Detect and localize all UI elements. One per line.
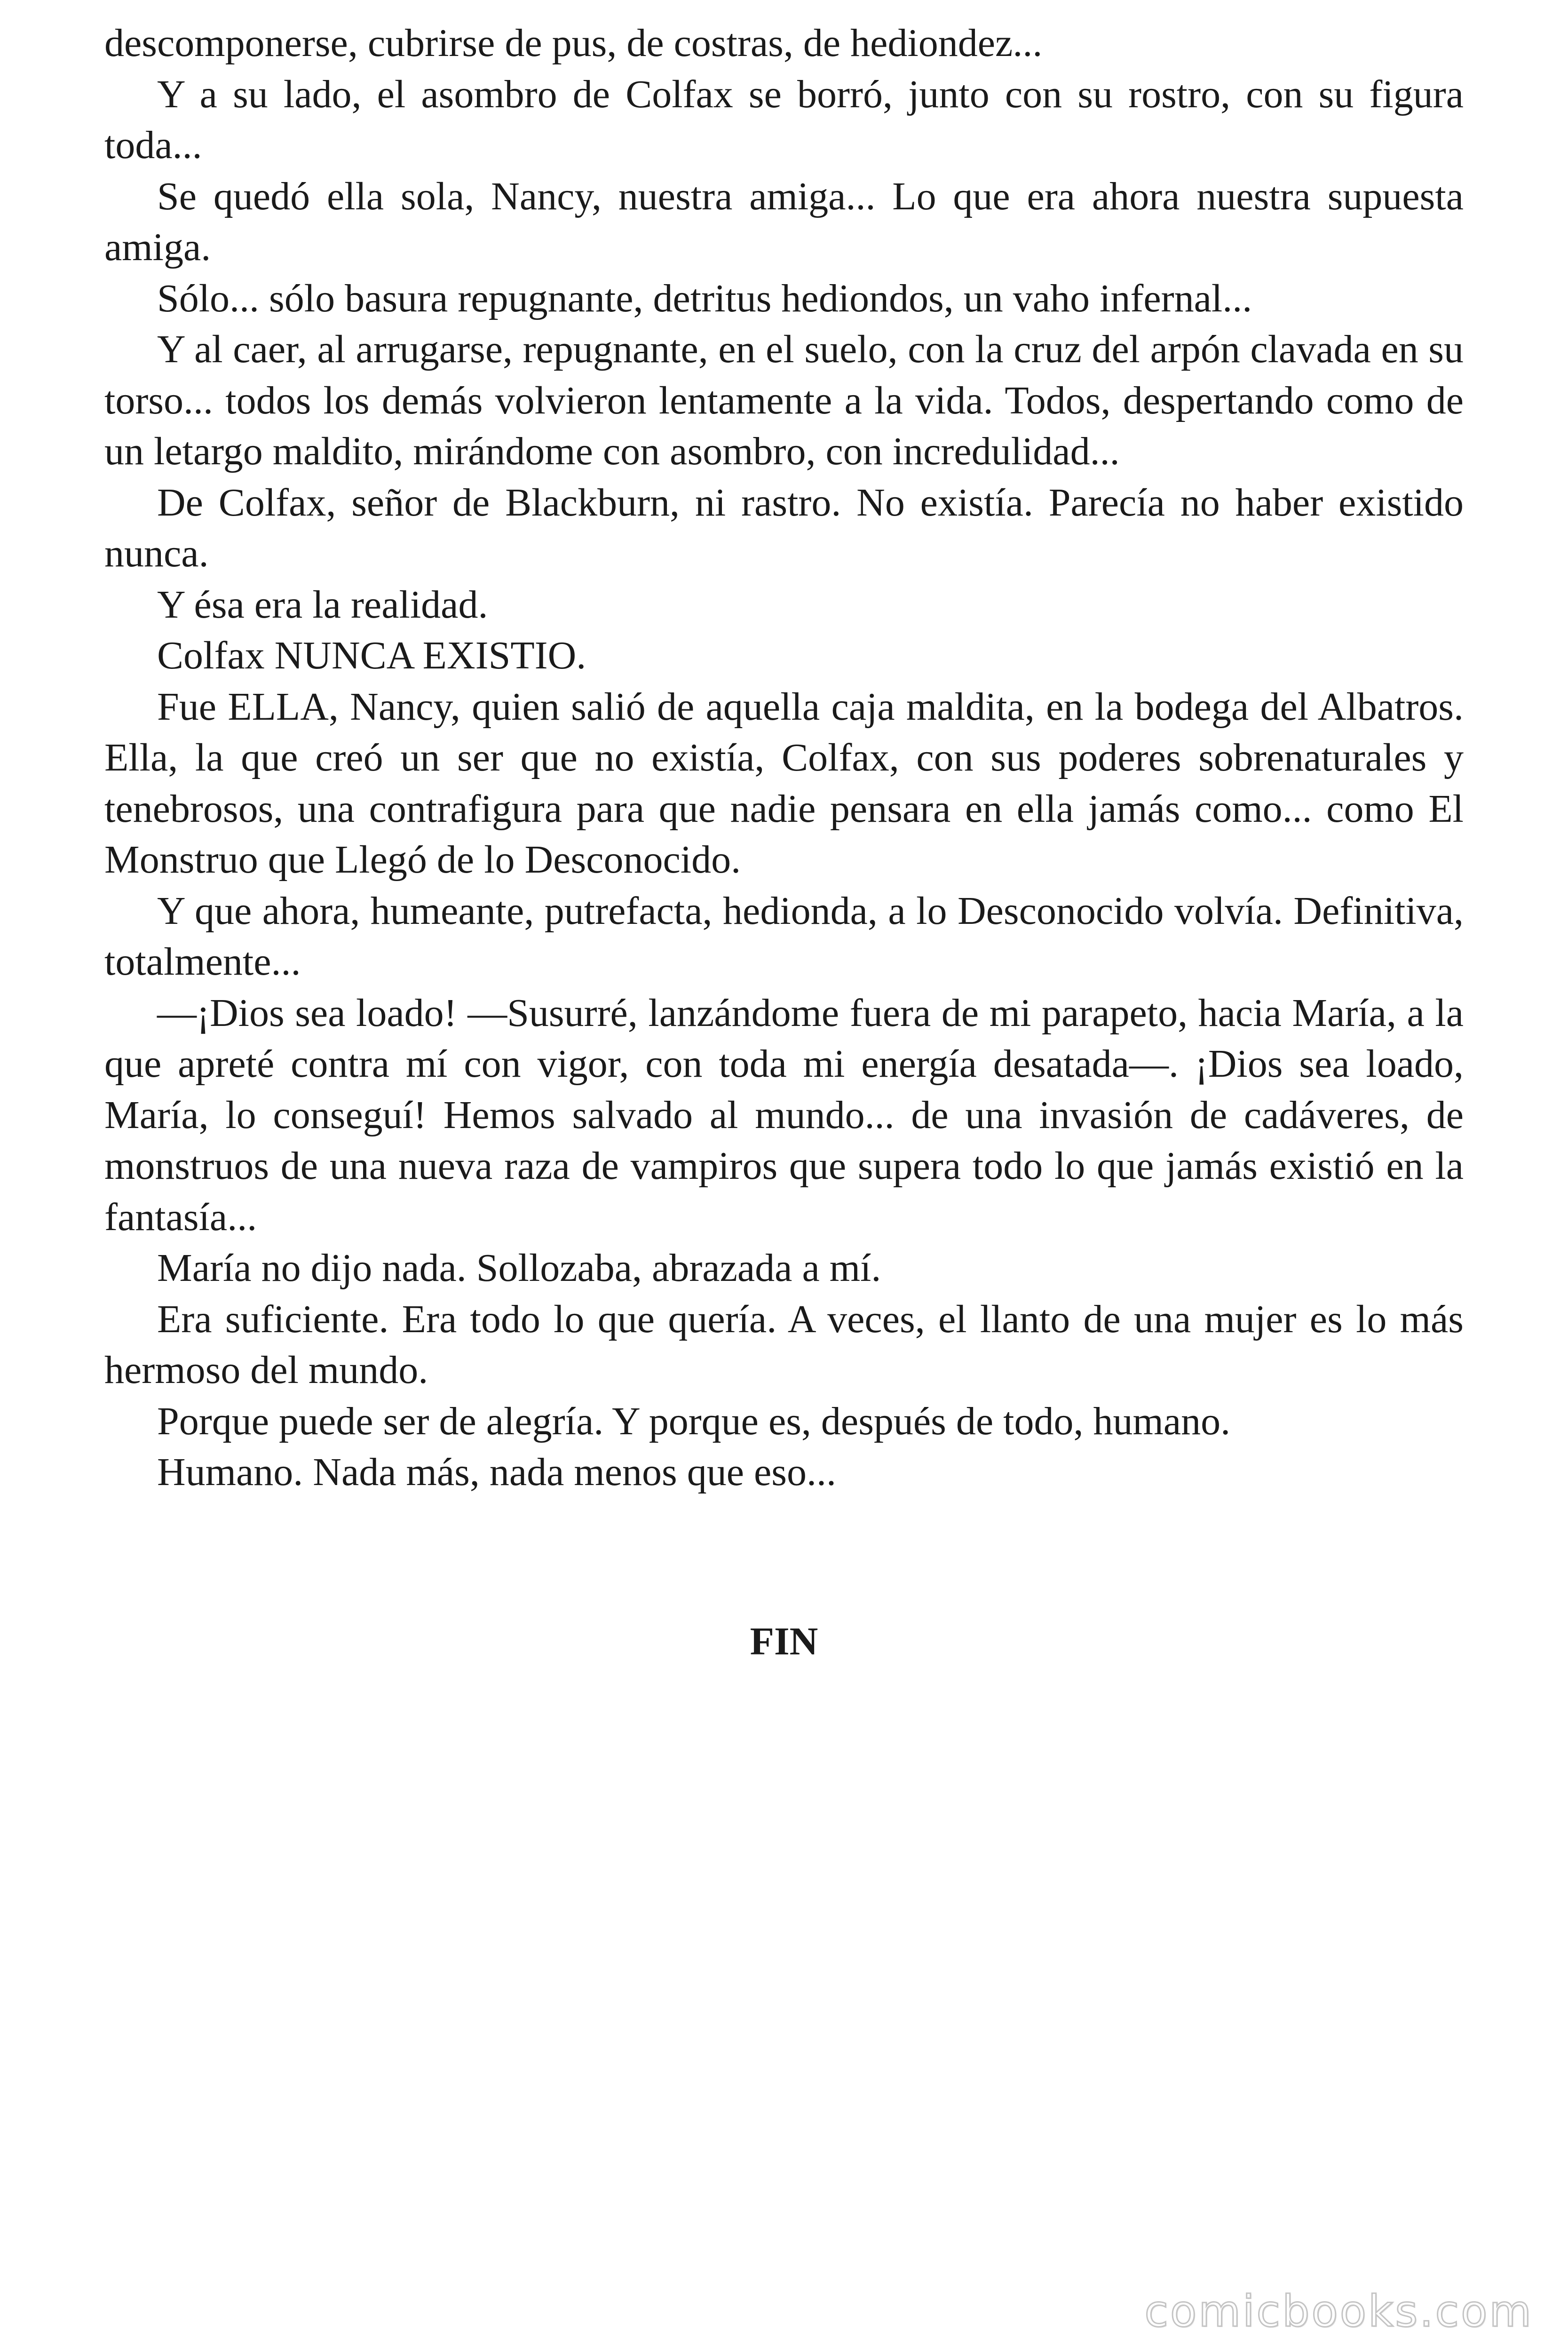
paragraph: Y a su lado, el asombro de Colfax se borró, junto con su rostro, con su figura toda... [104, 72, 1464, 167]
ending-heading: FIN [750, 1620, 818, 1663]
paragraph: Porque puede ser de alegría. Y porque es, después de todo, humano. [157, 1399, 1231, 1443]
paragraph: Y que ahora, humeante, putrefacta, hedionda, a lo Desconocido volvía. Definitiva, totalmente... [104, 889, 1464, 984]
paragraph: Sólo... sólo basura repugnante, detritus hediondos, un vaho infernal... [157, 276, 1252, 320]
paragraph: Era suficiente. Era todo lo que quería. A veces, el llanto de una mujer es lo más hermoso del mundo. [104, 1297, 1464, 1392]
paragraph: María no dijo nada. Sollozaba, abrazada a mí. [157, 1246, 881, 1290]
paragraph: Y al caer, al arrugarse, repugnante, en el suelo, con la cruz del arpón clavada en su torso... todos los demás volvieron lentamente a la vida. Todos, despertando como de un letargo maldito, mirándome con asombro, con incredulidad... [104, 327, 1464, 473]
paragraph: Fue ELLA, Nancy, quien salió de aquella caja maldita, en la bodega del Albatros. Ella, la que creó un ser que no existía, Colfax, con sus poderes sobrenaturales y tenebrosos, una contrafigura para que nadie pensara en ella jamás como... como El Monstruo que Llegó de lo Desconocido. [104, 684, 1464, 882]
paragraph: Humano. Nada más, nada menos que eso... [157, 1450, 836, 1494]
paragraph: De Colfax, señor de Blackburn, ni rastro. No existía. Parecía no haber existido nunca. [104, 480, 1464, 575]
watermark: comicbooks.com [1144, 2286, 1533, 2336]
body-text [104, 18, 1464, 1498]
paragraph: Y ésa era la realidad. [157, 582, 488, 627]
paragraph: descomponerse, cubrirse de pus, de costras, de hediondez... [104, 21, 1043, 65]
paragraph: Colfax NUNCA EXISTIO. [157, 634, 586, 677]
paragraph: Se quedó ella sola, Nancy, nuestra amiga... Lo que era ahora nuestra supuesta amiga. [104, 174, 1464, 269]
paragraph: —¡Dios sea loado! —Susurré, lanzándome fuera de mi parapeto, hacia María, a la que apreté contra mí con vigor, con toda mi energía desatada—. ¡Dios sea loado, María, lo conseguí! Hemos salvado al mundo... de una invasión de cadáveres, de monstruos de una nueva raza de vampiros que supera todo lo que jamás existió en la fantasía... [104, 991, 1464, 1239]
